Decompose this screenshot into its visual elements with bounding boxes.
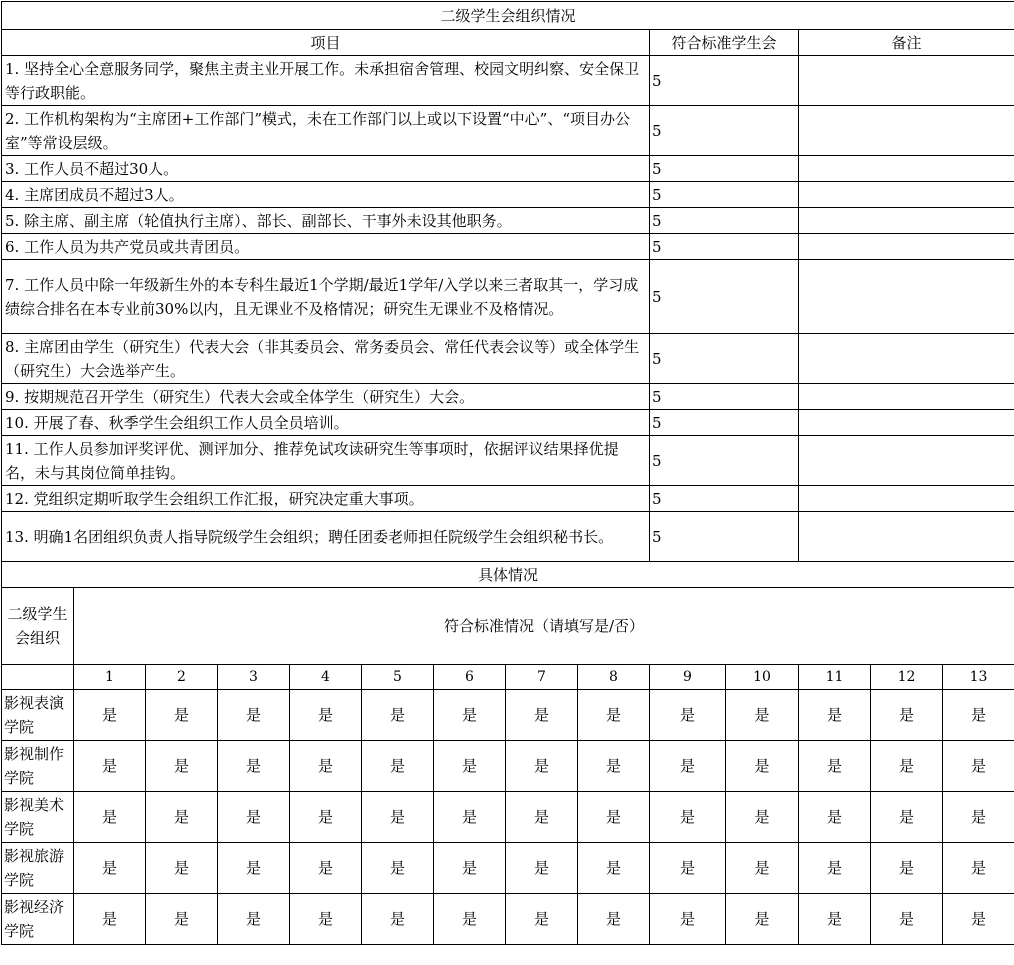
compliance-value: 是 bbox=[362, 792, 434, 843]
criteria-score: 5 bbox=[650, 156, 799, 182]
compliance-value: 是 bbox=[943, 894, 1014, 945]
compliance-value: 是 bbox=[871, 843, 943, 894]
criteria-row bbox=[2, 208, 1014, 234]
compliance-value: 是 bbox=[434, 792, 506, 843]
compliance-value: 是 bbox=[799, 741, 871, 792]
criteria-number: 5 bbox=[362, 665, 434, 690]
criteria-number: 11 bbox=[799, 665, 871, 690]
criteria-score: 5 bbox=[650, 410, 799, 436]
criteria-text: 12. 党组织定期听取学生会组织工作汇报，研究决定重大事项。 bbox=[2, 486, 650, 512]
compliance-value: 是 bbox=[506, 843, 578, 894]
compliance-value: 是 bbox=[650, 690, 726, 741]
compliance-value: 是 bbox=[146, 792, 218, 843]
student-union-table bbox=[1, 1, 1014, 945]
meets-standard-header: 符合标准情况（请填写是/否） bbox=[74, 588, 1014, 665]
compliance-value: 是 bbox=[290, 843, 362, 894]
compliance-value: 是 bbox=[74, 843, 146, 894]
compliance-value: 是 bbox=[218, 894, 290, 945]
criteria-row bbox=[2, 512, 1014, 562]
meets-header: 符合标准学生会 bbox=[650, 30, 799, 56]
compliance-value: 是 bbox=[799, 894, 871, 945]
compliance-value: 是 bbox=[218, 690, 290, 741]
compliance-value: 是 bbox=[290, 690, 362, 741]
compliance-value: 是 bbox=[726, 690, 799, 741]
compliance-value: 是 bbox=[871, 741, 943, 792]
compliance-value: 是 bbox=[74, 741, 146, 792]
college-row bbox=[2, 843, 1014, 894]
compliance-value: 是 bbox=[74, 792, 146, 843]
criteria-row bbox=[2, 106, 1014, 156]
criteria-remark bbox=[799, 512, 1014, 562]
criteria-remark bbox=[799, 334, 1014, 384]
criteria-number: 13 bbox=[943, 665, 1014, 690]
compliance-value: 是 bbox=[362, 894, 434, 945]
compliance-value: 是 bbox=[362, 741, 434, 792]
compliance-value: 是 bbox=[871, 690, 943, 741]
criteria-score: 5 bbox=[650, 234, 799, 260]
compliance-value: 是 bbox=[290, 792, 362, 843]
project-header: 项目 bbox=[2, 30, 650, 56]
remark-header: 备注 bbox=[799, 30, 1014, 56]
criteria-remark bbox=[799, 182, 1014, 208]
criteria-number: 1 bbox=[74, 665, 146, 690]
compliance-value: 是 bbox=[578, 843, 650, 894]
compliance-value: 是 bbox=[726, 894, 799, 945]
criteria-text: 13. 明确1名团组织负责人指导院级学生会组织；聘任团委老师担任院级学生会组织秘书长。 bbox=[2, 512, 650, 562]
criteria-number: 12 bbox=[871, 665, 943, 690]
criteria-text: 6. 工作人员为共产党员或共青团员。 bbox=[2, 234, 650, 260]
compliance-value: 是 bbox=[650, 792, 726, 843]
compliance-value: 是 bbox=[578, 792, 650, 843]
compliance-value: 是 bbox=[943, 843, 1014, 894]
details-title: 具体情况 bbox=[2, 562, 1014, 588]
criteria-score: 5 bbox=[650, 106, 799, 156]
criteria-remark bbox=[799, 384, 1014, 410]
compliance-value: 是 bbox=[871, 894, 943, 945]
compliance-value: 是 bbox=[578, 741, 650, 792]
college-row bbox=[2, 792, 1014, 843]
criteria-number: 10 bbox=[726, 665, 799, 690]
number-row-blank bbox=[2, 665, 74, 690]
criteria-text: 11. 工作人员参加评奖评优、测评加分、推荐免试攻读研究生等事项时，依据评议结果择优提名，未与其岗位简单挂钩。 bbox=[2, 436, 650, 486]
criteria-row bbox=[2, 410, 1014, 436]
compliance-value: 是 bbox=[146, 843, 218, 894]
compliance-value: 是 bbox=[943, 792, 1014, 843]
criteria-text: 8. 主席团由学生（研究生）代表大会（非其委员会、常务委员会、常任代表会议等）或全体学生（研究生）大会选举产生。 bbox=[2, 334, 650, 384]
compliance-value: 是 bbox=[650, 894, 726, 945]
compliance-value: 是 bbox=[218, 741, 290, 792]
criteria-number: 9 bbox=[650, 665, 726, 690]
college-name: 影视经济学院 bbox=[2, 894, 74, 945]
compliance-value: 是 bbox=[362, 690, 434, 741]
criteria-score: 5 bbox=[650, 260, 799, 334]
criteria-score: 5 bbox=[650, 334, 799, 384]
compliance-value: 是 bbox=[74, 894, 146, 945]
criteria-remark bbox=[799, 106, 1014, 156]
criteria-row bbox=[2, 56, 1014, 106]
criteria-text: 10. 开展了春、秋季学生会组织工作人员全员培训。 bbox=[2, 410, 650, 436]
compliance-value: 是 bbox=[799, 843, 871, 894]
compliance-value: 是 bbox=[146, 894, 218, 945]
criteria-score: 5 bbox=[650, 208, 799, 234]
criteria-remark bbox=[799, 486, 1014, 512]
compliance-value: 是 bbox=[290, 741, 362, 792]
criteria-number: 2 bbox=[146, 665, 218, 690]
criteria-remark bbox=[799, 436, 1014, 486]
criteria-number: 8 bbox=[578, 665, 650, 690]
criteria-row bbox=[2, 384, 1014, 410]
criteria-text: 3. 工作人员不超过30人。 bbox=[2, 156, 650, 182]
compliance-value: 是 bbox=[506, 894, 578, 945]
criteria-score: 5 bbox=[650, 384, 799, 410]
compliance-value: 是 bbox=[434, 843, 506, 894]
criteria-number: 7 bbox=[506, 665, 578, 690]
college-name: 影视美术学院 bbox=[2, 792, 74, 843]
table-title: 二级学生会组织情况 bbox=[2, 2, 1014, 30]
criteria-text: 7. 工作人员中除一年级新生外的本专科生最近1个学期/最近1学年/入学以来三者取其一，学习成绩综合排名在本专业前30%以内，且无课业不及格情况；研究生无课业不及格情况。 bbox=[2, 260, 650, 334]
compliance-value: 是 bbox=[578, 690, 650, 741]
compliance-value: 是 bbox=[434, 741, 506, 792]
college-name: 影视制作学院 bbox=[2, 741, 74, 792]
criteria-remark bbox=[799, 156, 1014, 182]
org-header: 二级学生会组织 bbox=[2, 588, 74, 665]
criteria-row bbox=[2, 260, 1014, 334]
compliance-value: 是 bbox=[726, 843, 799, 894]
college-row bbox=[2, 690, 1014, 741]
criteria-text: 9. 按期规范召开学生（研究生）代表大会或全体学生（研究生）大会。 bbox=[2, 384, 650, 410]
compliance-value: 是 bbox=[578, 894, 650, 945]
criteria-row bbox=[2, 156, 1014, 182]
criteria-row bbox=[2, 182, 1014, 208]
criteria-score: 5 bbox=[650, 436, 799, 486]
compliance-value: 是 bbox=[290, 894, 362, 945]
criteria-row bbox=[2, 234, 1014, 260]
compliance-value: 是 bbox=[506, 792, 578, 843]
criteria-remark bbox=[799, 260, 1014, 334]
compliance-value: 是 bbox=[506, 741, 578, 792]
compliance-value: 是 bbox=[362, 843, 434, 894]
criteria-score: 5 bbox=[650, 182, 799, 208]
compliance-value: 是 bbox=[146, 741, 218, 792]
college-name: 影视表演学院 bbox=[2, 690, 74, 741]
criteria-remark bbox=[799, 234, 1014, 260]
college-row bbox=[2, 894, 1014, 945]
criteria-row bbox=[2, 486, 1014, 512]
criteria-remark bbox=[799, 410, 1014, 436]
criteria-score: 5 bbox=[650, 486, 799, 512]
compliance-value: 是 bbox=[218, 792, 290, 843]
criteria-text: 4. 主席团成员不超过3人。 bbox=[2, 182, 650, 208]
college-row bbox=[2, 741, 1014, 792]
criteria-score: 5 bbox=[650, 56, 799, 106]
compliance-value: 是 bbox=[943, 690, 1014, 741]
compliance-value: 是 bbox=[871, 792, 943, 843]
compliance-value: 是 bbox=[943, 741, 1014, 792]
compliance-value: 是 bbox=[434, 894, 506, 945]
compliance-value: 是 bbox=[650, 741, 726, 792]
criteria-number: 4 bbox=[290, 665, 362, 690]
compliance-value: 是 bbox=[146, 690, 218, 741]
criteria-text: 2. 工作机构架构为“主席团+工作部门”模式，未在工作部门以上或以下设置“中心”、“项目办公室”等常设层级。 bbox=[2, 106, 650, 156]
criteria-score: 5 bbox=[650, 512, 799, 562]
criteria-row bbox=[2, 334, 1014, 384]
compliance-value: 是 bbox=[799, 792, 871, 843]
compliance-value: 是 bbox=[799, 690, 871, 741]
criteria-text: 1. 坚持全心全意服务同学，聚焦主责主业开展工作。未承担宿舍管理、校园文明纠察、安全保卫等行政职能。 bbox=[2, 56, 650, 106]
criteria-remark bbox=[799, 56, 1014, 106]
compliance-value: 是 bbox=[650, 843, 726, 894]
criteria-row bbox=[2, 436, 1014, 486]
compliance-value: 是 bbox=[726, 792, 799, 843]
criteria-text: 5. 除主席、副主席（轮值执行主席）、部长、副部长、干事外未设其他职务。 bbox=[2, 208, 650, 234]
criteria-remark bbox=[799, 208, 1014, 234]
college-name: 影视旅游学院 bbox=[2, 843, 74, 894]
compliance-value: 是 bbox=[74, 690, 146, 741]
criteria-number: 3 bbox=[218, 665, 290, 690]
criteria-number: 6 bbox=[434, 665, 506, 690]
compliance-value: 是 bbox=[218, 843, 290, 894]
compliance-value: 是 bbox=[506, 690, 578, 741]
compliance-value: 是 bbox=[726, 741, 799, 792]
compliance-value: 是 bbox=[434, 690, 506, 741]
